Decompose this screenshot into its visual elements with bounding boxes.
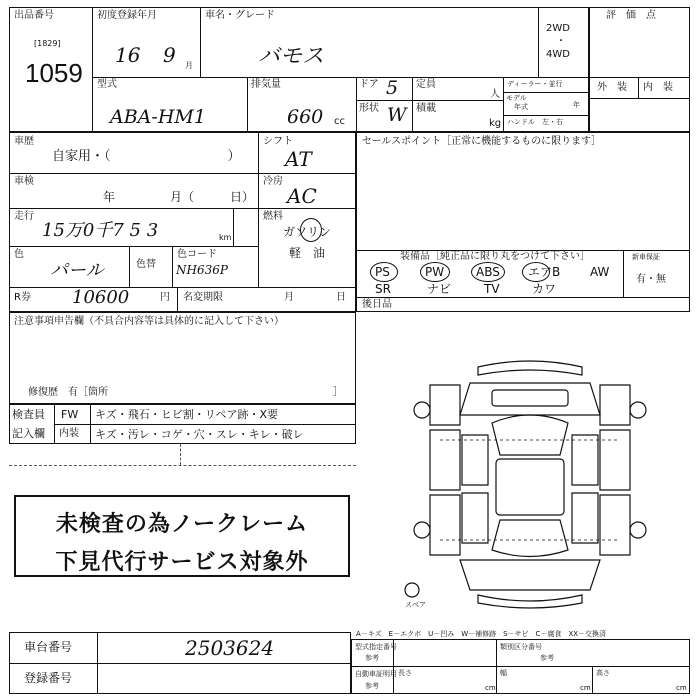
sales-points-label: セールスポイント［正常に機能するものに限ります］ [362,136,602,147]
inspector-label-1: 検査員 [12,408,45,421]
doors-value: 5 [386,77,399,99]
name-change-month: 月 [284,292,294,303]
model-year-label-2: 年式 [514,103,528,111]
lot-number: 1059 [25,58,83,88]
repair-history-close: ］ [333,387,343,398]
lot-label: 出品番号 [14,10,54,21]
fw-label: FW [61,408,79,421]
notes-label: 注意事項申告欄（不具合内容等は具体的に記入して下さい） [14,316,284,327]
mileage-unit: km [219,233,232,242]
fw-items: キズ・飛石・ヒビ割・リペア跡・X要 [95,408,279,421]
reference2-label: 参考 [540,654,554,662]
color-code-value: NH636P [176,263,228,277]
ac-label: 冷房 [263,176,283,187]
inspection-year-unit: 年 [103,190,116,204]
inspection-label: 車検 [14,176,34,187]
no-claim-notice [14,495,350,577]
interior-items: キズ・汚レ・コゲ・穴・スレ・キレ・破レ [95,428,304,441]
lot-code: [1829] [34,39,61,48]
spare-label: スペア [405,601,426,609]
displacement-unit: cc [334,116,345,127]
handle-label: ハンドル 左・右 [507,118,563,126]
later-date-label: 後日品 [362,299,392,310]
load-unit: kg [489,118,502,129]
model-value: ABA-HM1 [110,106,206,128]
new-car-warranty-label: 新車保証 [632,253,660,261]
color-value: パール [50,260,104,281]
repair-history-label: 修復歴 有［箇所 [28,387,108,398]
displacement-label: 排気量 [251,79,281,90]
notice-line-2: 下見代行サービス対象外 [55,550,309,575]
shape-value: W [387,104,407,126]
fuel-label: 燃料 [263,211,283,222]
inspection-month-unit: 月（ [170,190,195,204]
equipment-ps: PS [375,265,390,279]
shift-value: AT [285,147,312,171]
displacement-value: 660 [287,106,324,128]
capacity-label: 定員 [416,79,436,90]
drive-dot: ・ [556,36,566,47]
new-car-warranty-value: 有・無 [636,274,666,285]
category-label: 類別区分番号 [500,643,542,651]
mileage-label: 走行 [14,211,34,222]
rating-block [589,7,690,132]
interior-label: 内 装 [643,82,673,93]
proof-label: 自動車証明用 [355,670,397,678]
length-label: 長さ [398,669,412,677]
fuel-gasoline: ガソリン [283,225,332,239]
reference3-label: 参考 [365,682,379,690]
reference-label: 参考 [365,654,379,662]
sales-block [356,132,690,312]
history-value: 自家用・（ ） [52,149,241,164]
shape-label: 形状 [359,103,379,114]
drive-4wd: 4WD [546,49,570,60]
equipment-ps-circle [370,262,398,282]
registration-label: 登録番号 [24,671,73,685]
color-label: 色 [14,249,24,260]
equipment-aw: AW [590,265,610,279]
doors-label: ドア [359,79,379,90]
fuel-diesel: 軽 油 [289,246,326,260]
name-change-label: 名変期限 [183,292,223,303]
first-registration-month: 9 [163,43,176,67]
equipment-navi: ナビ [427,282,452,296]
mileage-value: 15万0千7 5 3 [42,220,159,241]
history-label: 車歴 [14,136,34,147]
model-year-unit: 年 [573,101,580,109]
first-registration-month-unit: 月 [185,61,193,70]
equipment-sr: SR [375,282,391,296]
equipment-abs: ABS [476,265,500,279]
chassis-value: 2503624 [185,636,275,660]
inspection-day-unit: 日） [230,190,255,204]
name-change-day: 日 [336,292,346,303]
equipment-label: 装備品［純正品に限り丸をつけて下さい］ [400,251,590,262]
equipment-pw: PW [425,265,445,279]
shift-label: シフト [263,136,293,147]
drive-2wd: 2WD [546,23,570,34]
width-label: 幅 [500,669,507,677]
equipment-abs-circle [471,262,505,282]
dealer-label: ディーラー・並行 [507,80,563,88]
color-code-label: 色コード [177,249,217,260]
equipment-airbag-circle [522,262,550,282]
exterior-label: 外 装 [597,82,627,93]
recycle-label: R券 [14,292,31,303]
load-label: 積載 [416,103,436,114]
ac-value: AC [287,184,317,208]
interior-inspect-label: 内装 [59,428,79,439]
car-name-label: 車名・グレード [205,10,275,21]
height-label: 高さ [596,669,610,677]
first-registration-year: 16 [115,43,141,67]
color-change-label: 色替 [136,259,156,270]
recycle-unit: 円 [160,292,170,303]
length-unit: cm [485,684,496,692]
equipment-leather: カワ [532,282,557,296]
certificate-label: 型式指定番号 [355,643,397,651]
equipment-airbag: エアB [528,265,561,279]
recycle-value: 10600 [72,287,130,308]
model-year-label-1: モデル [506,94,527,102]
rating-label: 評 価 点 [606,10,656,21]
width-unit: cm [580,684,591,692]
model-label: 型式 [97,79,117,90]
height-unit: cm [676,684,687,692]
car-diagram [400,355,660,615]
notice-line-1: 未検査の為ノークレーム [55,512,309,537]
inspector-label-2: 記入欄 [12,427,45,440]
chassis-label: 車台番号 [24,640,73,654]
first-registration-label: 初度登録年月 [97,10,157,21]
equipment-pw-circle [420,262,450,282]
car-name-value: バモス [258,44,325,69]
fuel-gasoline-circle [300,218,322,242]
damage-legend: A－キズ E－エクボ U－凹み W－補修跡 S－サビ C－腐食 XX－交換済 [356,630,607,638]
equipment-tv: TV [484,282,500,296]
capacity-unit: 人 [490,89,500,100]
